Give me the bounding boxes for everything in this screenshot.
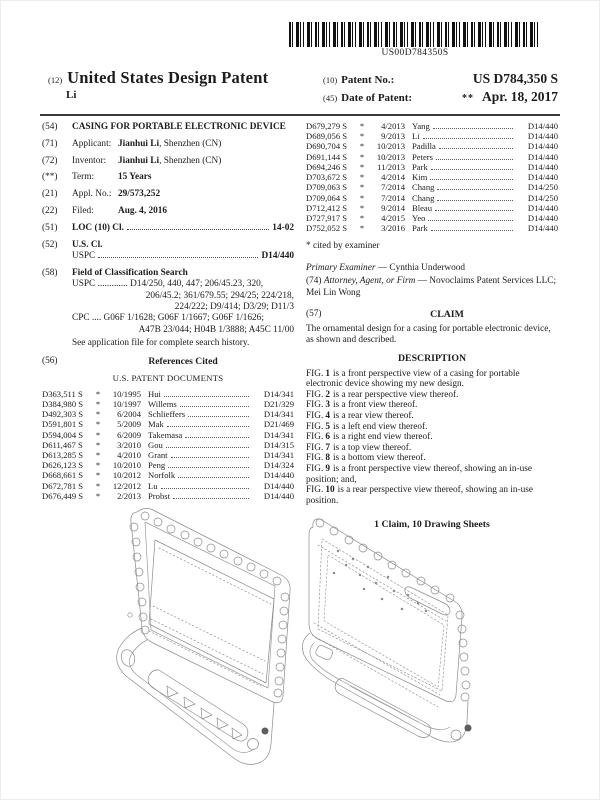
cited-marker: * <box>95 460 101 471</box>
reference-name: Park <box>412 223 428 234</box>
reference-number: D727,917 S <box>306 212 348 223</box>
applicant-label: Applicant: <box>72 138 112 149</box>
filed-label: Filed: <box>72 206 94 217</box>
reference-date: 3/2010 <box>117 439 141 450</box>
reference-date: 7/2014 <box>381 182 405 193</box>
figure-description-line <box>306 411 558 422</box>
patent-number-value: US D784,350 S <box>472 71 558 86</box>
reference-row <box>42 400 294 410</box>
reference-class: D14/341 <box>263 388 294 399</box>
leader-dots <box>185 437 249 438</box>
document-title: United States Design Patent <box>67 68 269 87</box>
us-class-row: (52) U.S. Cl. USPC D14/440 <box>42 239 294 262</box>
reference-name: Peng <box>148 460 166 471</box>
figure-label: FIG. <box>306 464 324 474</box>
header-right <box>323 68 558 107</box>
patent-number-label: Patent No.: <box>341 74 395 86</box>
reference-name: Chang <box>412 182 435 193</box>
claims-sheets-note: 1 Claim, 10 Drawing Sheets <box>374 519 490 531</box>
leader-dots <box>98 257 258 258</box>
reference-name: Hui <box>148 388 161 399</box>
reference-row <box>306 142 558 152</box>
reference-date: 4/2014 <box>381 172 405 183</box>
invention-title: CASING FOR PORTABLE ELECTRONIC DEVICE <box>72 122 286 132</box>
reference-class: D14/440 <box>527 141 558 152</box>
cited-marker: * <box>359 182 365 193</box>
figure-label: FIG. <box>306 411 324 422</box>
leader-dots <box>166 447 249 448</box>
reference-number: D672,781 S <box>42 480 84 491</box>
left-column <box>42 122 294 531</box>
reference-row <box>42 471 294 481</box>
figure-description-line <box>306 432 558 443</box>
cited-marker: * <box>95 398 101 409</box>
reference-class: D14/440 <box>527 151 558 162</box>
loc-class-label: LOC (10) Cl. <box>72 222 124 233</box>
primary-examiner-label: Primary Examiner <box>306 263 376 274</box>
reference-number: D703,672 S <box>306 172 348 183</box>
description-figure-list <box>306 369 558 507</box>
reference-number: D690,704 S <box>306 141 348 152</box>
leader-dots <box>180 406 249 407</box>
leader-dots <box>430 179 513 180</box>
reference-class: D21/329 <box>263 398 294 409</box>
reference-name: Takemasa <box>148 429 183 440</box>
leader-dots <box>178 477 249 478</box>
references-table-right <box>306 122 558 234</box>
cited-marker: * <box>95 409 101 420</box>
leader-dots <box>431 169 513 170</box>
reference-date: 10/2013 <box>376 151 405 162</box>
reference-name: Mak <box>148 419 164 430</box>
reference-class: D14/440 <box>263 490 294 501</box>
reference-row <box>42 390 294 400</box>
figure-description-line <box>306 369 558 390</box>
cited-marker: * <box>359 212 365 223</box>
applicant-name: Jianhui Li <box>118 138 160 149</box>
reference-number: D668,661 S <box>42 470 84 481</box>
claim-heading: CLAIM <box>430 309 464 321</box>
reference-number: D363,511 S <box>42 388 83 399</box>
reference-number: D591,801 S <box>42 419 84 430</box>
figure-description-line <box>306 390 558 401</box>
reference-name: Norfolk <box>148 470 176 481</box>
leader-dots <box>188 416 249 417</box>
figure-text: is a rear perspective view thereof, showing an in-use position. <box>306 485 534 506</box>
leader-dots <box>127 229 269 230</box>
figure-front-perspective <box>95 500 300 800</box>
reference-row <box>306 132 558 142</box>
figure-label: FIG. <box>306 421 324 432</box>
claim-kind-code: (57) <box>306 309 322 320</box>
reference-row <box>42 482 294 492</box>
references-cited-heading-row: (56) References Cited <box>42 356 294 368</box>
figure-text: is a front perspective view thereof, showing an in-use position; and, <box>306 464 533 485</box>
field-54-title: (54) CASING FOR PORTABLE ELECTRONIC DEVICE <box>42 122 294 133</box>
leader-dots <box>431 230 513 231</box>
reference-date: 6/2009 <box>117 429 141 440</box>
term-row: (**) Term: 15 Years <box>42 172 152 183</box>
appl-no-row: (21) Appl. No.: 29/573,252 <box>42 189 161 200</box>
filed-value: Aug. 4, 2016 <box>118 206 168 217</box>
reference-date: 9/2013 <box>381 131 405 142</box>
leader-dots <box>428 220 513 221</box>
filed-row: (22) Filed: Aug. 4, 2016 <box>42 206 168 217</box>
inventor-label: Inventor: <box>72 155 107 166</box>
references-cited-heading: References Cited <box>148 356 218 368</box>
reference-name: Schlieffers <box>148 409 186 420</box>
reference-row <box>306 214 558 224</box>
figure-number: 10 <box>325 485 335 496</box>
reference-date: 3/2016 <box>381 223 405 234</box>
reference-row <box>306 194 558 204</box>
leader-dots <box>161 488 249 489</box>
cited-marker: * <box>359 202 365 213</box>
reference-name: Yeo <box>412 212 426 223</box>
uspc-search-line: USPC ............. D14/250, 440, 447; 206/45.23, 320, <box>72 279 264 290</box>
figure-text: is a right end view thereof. <box>332 432 433 443</box>
cited-marker: * <box>95 449 101 460</box>
term-value: 15 Years <box>118 172 152 183</box>
leader-dots <box>168 467 249 468</box>
leader-dots <box>437 189 513 190</box>
attorney-label: Attorney, Agent, or Firm <box>323 276 416 287</box>
figure-number: 4 <box>325 411 330 422</box>
figure-number: 3 <box>325 400 330 411</box>
kind-code: (12) <box>48 75 63 85</box>
cited-marker: * <box>95 439 101 450</box>
figure-label: FIG. <box>306 432 324 443</box>
loc-class-row: (51) LOC (10) Cl. 14-02 <box>42 222 294 233</box>
reference-date: 10/1997 <box>112 398 141 409</box>
reference-date: 2/2013 <box>117 490 141 501</box>
reference-class: D14/341 <box>263 449 294 460</box>
reference-class: D14/440 <box>527 131 558 142</box>
reference-date: 10/2010 <box>112 460 141 471</box>
reference-date: 12/2012 <box>112 480 141 491</box>
uspc-search-line: 206/45.2; 361/679.55; 294/25; 224/218, <box>145 290 294 301</box>
reference-date: 10/2012 <box>112 470 141 481</box>
us-patent-documents-heading: U.S. PATENT DOCUMENTS <box>112 372 224 383</box>
patent-number-kind-code: (10) <box>323 75 338 85</box>
cited-marker: * <box>95 388 101 399</box>
term-label: Term: <box>72 172 95 183</box>
cited-marker: * <box>95 419 101 430</box>
cpc-search-line: CPC .... G06F 1/1628; G06F 1/1667; G06F 1/1626; <box>72 313 264 324</box>
reference-date: 4/2015 <box>381 212 405 223</box>
barcode-number: US00D784350S <box>381 48 449 58</box>
reference-number: D691,144 S <box>306 151 348 162</box>
reference-class: D14/324 <box>263 460 294 471</box>
leader-dots <box>435 210 513 211</box>
reference-class: D14/440 <box>263 480 294 491</box>
header-left <box>42 68 304 107</box>
figure-text: is a bottom view thereof. <box>332 453 426 464</box>
search-history-note: See application file for complete search history. <box>72 337 250 348</box>
reference-row <box>306 163 558 173</box>
reference-row <box>42 410 294 420</box>
reference-date: 7/2014 <box>381 192 405 203</box>
cited-marker: * <box>95 470 101 481</box>
reference-row <box>42 420 294 430</box>
primary-examiner-name: — Cynthia Underwood <box>377 263 466 274</box>
reference-date: 10/1995 <box>112 388 141 399</box>
uspc-label: USPC <box>72 251 96 262</box>
figure-label: FIG. <box>306 485 324 496</box>
reference-class: D14/440 <box>527 121 558 131</box>
leader-dots <box>439 148 513 149</box>
reference-name: Bleau <box>412 202 433 213</box>
leader-dots <box>433 128 513 129</box>
reference-class: D14/440 <box>527 161 558 172</box>
reference-number: D709,064 S <box>306 192 348 203</box>
figure-description-line <box>306 400 558 411</box>
figure-description-line <box>306 422 558 433</box>
date-of-patent-label: Date of Patent: <box>341 92 413 104</box>
reference-number: D384,980 S <box>42 398 84 409</box>
header-rule <box>40 114 560 116</box>
reference-class: D14/250 <box>527 192 558 203</box>
inventor-surname: Li <box>66 89 77 101</box>
term-asterisks: ** <box>461 93 474 104</box>
field-of-search-section: (58) Field of Classification Search USPC ............. D14/250, 440, 447; 206/45.23, 320, 206/45.2; 361/679.55; 294/25; 224/218, 224/222; D9/414; D3/29; D11/3 CPC .... G06F 1/1628; G06F 1/1667; G06F 1/1626; A47B 23/044; H04B 1/3888; A45C 11/00 See application file for complete search history. <box>42 267 294 348</box>
barcode <box>289 22 541 47</box>
cited-marker: * <box>95 480 101 491</box>
cited-marker: * <box>95 490 101 501</box>
cited-marker: * <box>359 172 365 183</box>
figure-label: FIG. <box>306 389 324 400</box>
reference-class: D14/315 <box>263 439 294 450</box>
right-column <box>306 122 558 531</box>
reference-row <box>306 153 558 163</box>
figure-text: is a front view thereof. <box>332 400 418 411</box>
leader-dots <box>436 159 513 160</box>
reference-class: D14/440 <box>527 212 558 223</box>
uspc-value: D14/440 <box>261 251 294 262</box>
reference-name: Park <box>412 161 428 172</box>
leader-dots <box>171 457 249 458</box>
reference-row <box>42 461 294 471</box>
cited-marker: * <box>359 121 365 131</box>
reference-number: D611,467 S <box>42 439 83 450</box>
reference-class: D14/440 <box>527 223 558 234</box>
reference-date: 5/2009 <box>117 419 141 430</box>
reference-name: Peters <box>412 151 434 162</box>
reference-row <box>42 451 294 461</box>
primary-examiner-line <box>306 263 558 274</box>
attorney-kind-code: (74) <box>306 276 322 287</box>
reference-row <box>306 173 558 183</box>
reference-row <box>306 183 558 193</box>
reference-number: D594,004 S <box>42 429 84 440</box>
reference-row <box>306 224 558 234</box>
reference-number: D689,056 S <box>306 131 348 142</box>
us-class-label: U.S. Cl. <box>72 239 103 250</box>
cited-by-examiner-note: * cited by examiner <box>306 240 380 251</box>
reference-class: D14/341 <box>263 409 294 420</box>
reference-number: D492,303 S <box>42 409 84 420</box>
reference-name: Kim <box>412 172 428 183</box>
figure-label: FIG. <box>306 442 324 453</box>
figure-rear-perspective <box>298 503 493 783</box>
figure-label: FIG. <box>306 368 324 379</box>
reference-date: 6/2004 <box>117 409 141 420</box>
inventor-row: (72) Inventor: Jianhui Li, Shenzhen (CN) <box>42 155 222 166</box>
reference-class: D14/250 <box>527 182 558 193</box>
figure-text: is a rear perspective view thereof. <box>332 389 459 400</box>
cpc-search-line: A47B 23/044; H04B 1/3888; A45C 11/00 <box>138 324 294 335</box>
reference-class: D14/341 <box>263 429 294 440</box>
figure-number: 9 <box>325 464 330 474</box>
figure-text: is a top view thereof. <box>332 442 412 453</box>
figure-text: is a front perspective view of a casing for portable electronic device showing my new design. <box>306 368 520 390</box>
appl-no-label: Appl. No.: <box>72 189 112 200</box>
reference-name: Willems <box>148 398 177 409</box>
figure-number: 5 <box>325 421 330 432</box>
reference-name: Li <box>412 131 420 142</box>
attorney-value: — Novoclaims Patent Services LLC; Mei Lin Wong <box>306 276 557 298</box>
figure-label: FIG. <box>306 400 324 411</box>
reference-row <box>306 204 558 214</box>
reference-name: Lu <box>148 480 158 491</box>
cited-marker: * <box>359 131 365 142</box>
reference-date: 4/2010 <box>117 449 141 460</box>
figure-number: 1 <box>325 368 330 379</box>
reference-name: Chang <box>412 192 435 203</box>
claim-text: The ornamental design for a casing for portable electronic device, as shown and described. <box>306 324 551 346</box>
reference-name: Gou <box>148 439 163 450</box>
reference-number: D752,052 S <box>306 223 348 234</box>
reference-number: D712,412 S <box>306 202 348 213</box>
reference-number: D679,279 S <box>306 121 348 131</box>
date-kind-code: (45) <box>323 93 338 103</box>
figure-text: is a rear view thereof. <box>332 411 414 422</box>
reference-date: 11/2013 <box>377 161 405 172</box>
reference-number: D613,285 S <box>42 449 84 460</box>
figure-text: is a left end view thereof. <box>332 421 428 432</box>
reference-number: D694,246 S <box>306 161 348 172</box>
figure-label: FIG. <box>306 453 324 464</box>
claim-section-heading-row <box>306 309 558 321</box>
reference-date: 4/2013 <box>381 121 405 131</box>
cited-marker: * <box>359 161 365 172</box>
appl-no-value: 29/573,252 <box>118 189 161 200</box>
reference-class: D14/440 <box>527 202 558 213</box>
description-heading: DESCRIPTION <box>397 352 467 364</box>
reference-number: D626,123 S <box>42 460 84 471</box>
applicant-row: (71) Applicant: Jianhui Li, Shenzhen (CN) <box>42 138 222 149</box>
leader-dots <box>167 426 249 427</box>
inventor-name: Jianhui Li <box>118 155 160 166</box>
figure-number: 6 <box>325 432 330 443</box>
figure-number: 2 <box>325 389 330 400</box>
figure-description-line <box>306 443 558 454</box>
loc-class-value: 14-02 <box>272 222 294 233</box>
cited-marker: * <box>359 151 365 162</box>
uspc-search-line: 224/222; D9/414; D3/29; D11/3 <box>174 301 294 312</box>
reference-date: 10/2013 <box>376 141 405 152</box>
reference-name: Yang <box>412 121 430 131</box>
references-table-left <box>42 390 294 502</box>
leader-dots <box>173 498 249 499</box>
reference-class: D21/469 <box>263 419 294 430</box>
cited-marker: * <box>359 223 365 234</box>
reference-date: 9/2014 <box>381 202 405 213</box>
reference-number: D676,449 S <box>42 490 84 501</box>
reference-class: D14/440 <box>263 470 294 481</box>
reference-name: Grant <box>148 449 168 460</box>
header <box>42 68 558 107</box>
cited-marker: * <box>359 192 365 203</box>
field-of-search-label: Field of Classification Search <box>72 267 188 278</box>
leader-dots <box>423 138 513 139</box>
body-columns <box>42 122 558 531</box>
cited-marker: * <box>359 141 365 152</box>
date-of-patent-value: Apr. 18, 2017 <box>481 89 558 104</box>
reference-row <box>306 122 558 132</box>
reference-class: D14/440 <box>527 172 558 183</box>
cited-marker: * <box>95 429 101 440</box>
reference-row <box>42 441 294 451</box>
figure-number: 7 <box>325 442 330 453</box>
reference-number: D709,063 S <box>306 182 348 193</box>
attorney-line <box>306 276 558 299</box>
reference-name: Probst <box>148 490 170 501</box>
figure-description-line <box>306 453 558 464</box>
reference-name: Padilla <box>412 141 436 152</box>
figure-number: 8 <box>325 453 330 464</box>
leader-dots <box>437 200 513 201</box>
reference-row <box>42 431 294 441</box>
leader-dots <box>164 396 249 397</box>
figure-description-line <box>306 464 558 485</box>
